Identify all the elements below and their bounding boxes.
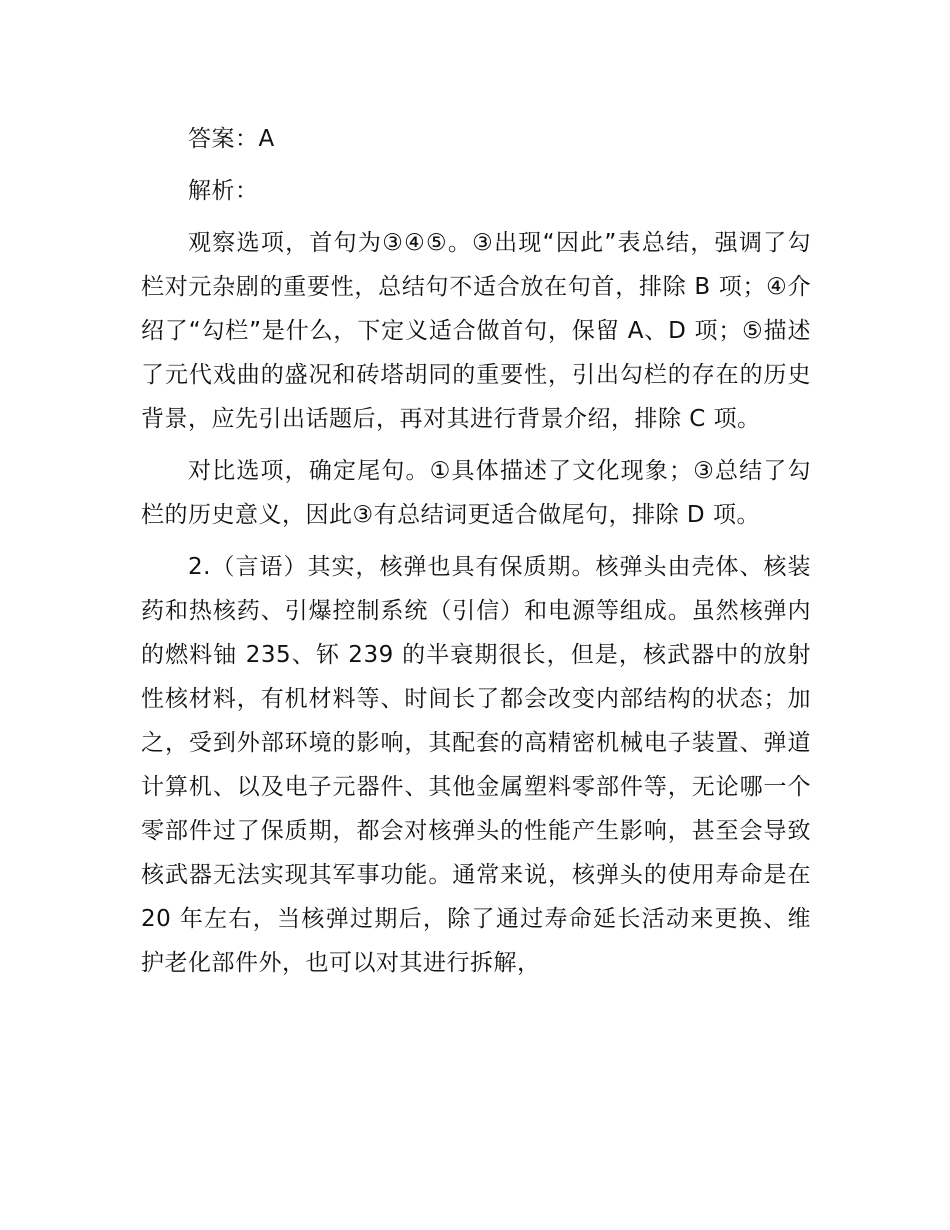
document-body	[141, 117, 811, 993]
analysis-heading: 解析：	[188, 178, 259, 204]
answer-line: 答案：A	[188, 126, 275, 152]
analysis-paragraph-first-sentence: 观察选项，首句为③④⑤。③出现“因此”表总结，强调了勾栏对元杂剧的重要性，总结句不适合放在句首，排除 B 项；④介绍了“勾栏”是什么，下定义适合做首句，保留 A、D 项；⑤描述了元代戏曲的盛况和砖塔胡同的重要性，引出勾栏的存在的历史背景，应先引出话题后，再对其进行背景介绍，排除 C 项。	[141, 230, 811, 432]
question-2-paragraph: 2.（言语）其实，核弹也具有保质期。核弹头由壳体、核装药和热核药、引爆控制系统（引信）和电源等组成。虽然核弹内的燃料铀 235、钚 239 的半衰期很长，但是，核武器中的放射性核材料，有机材料等、时间长了都会改变内部结构的状态；加之，受到外部环境的影响，其配套的高精密机械电子装置、弹道计算机、以及电子元器件、其他金属塑料零部件等，无论哪一个零部件过了保质期，都会对核弹头的性能产生影响，甚至会导致核武器无法实现其军事功能。通常来说，核弹头的使用寿命是在 20 年左右，当核弹过期后，除了通过寿命延长活动来更换、维护老化部件外，也可以对其进行拆解，	[141, 554, 811, 976]
analysis-paragraph-last-sentence: 对比选项，确定尾句。①具体描述了文化现象；③总结了勾栏的历史意义，因此③有总结词更适合做尾句，排除 D 项。	[141, 458, 811, 528]
